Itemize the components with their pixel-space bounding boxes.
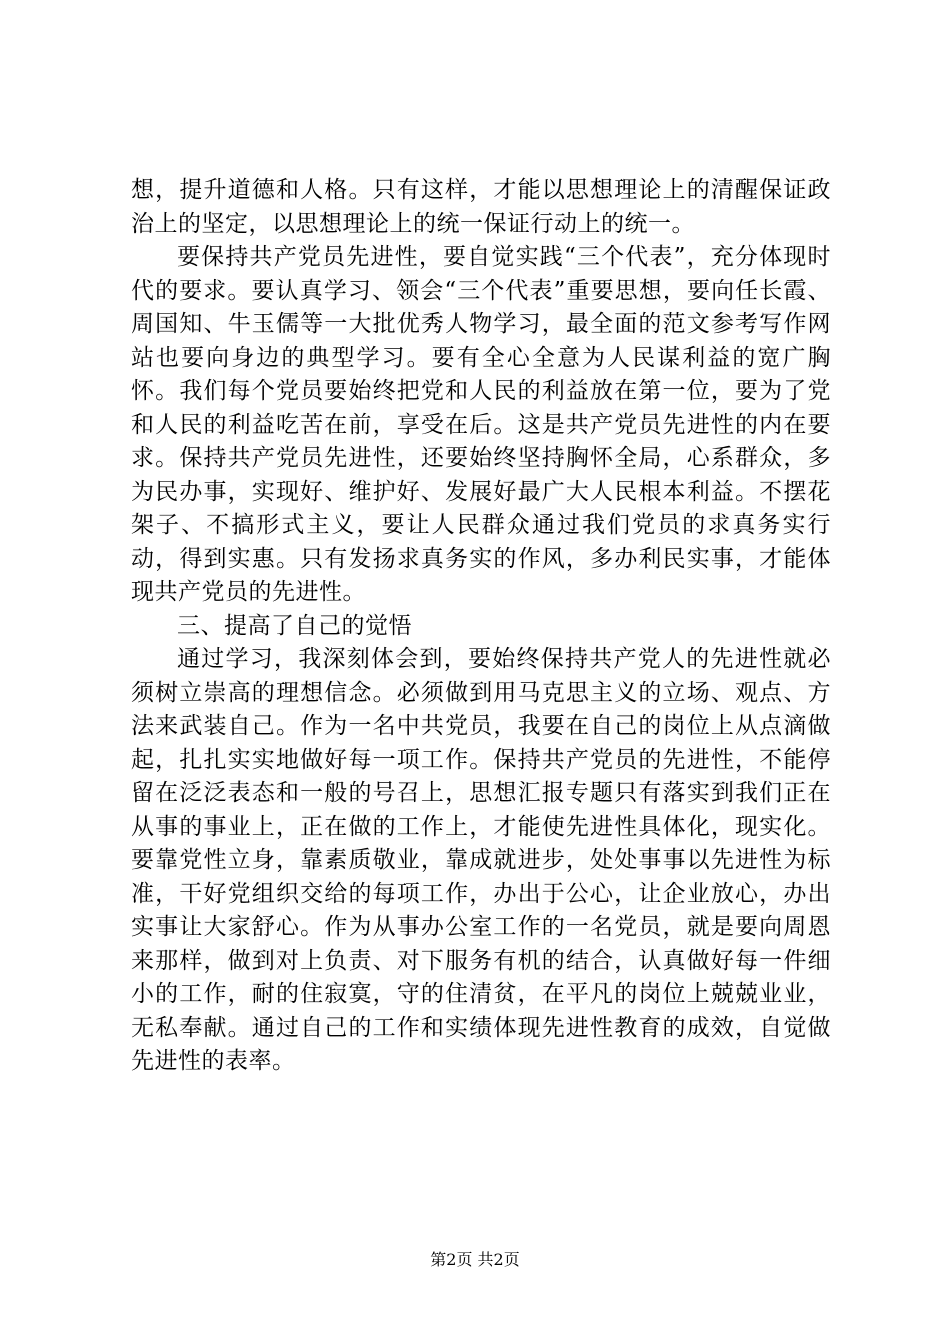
page-number-footer: 第2页 共2页: [430, 1250, 520, 1269]
paragraph-continuation: 想，提升道德和人格。只有这样，才能以思想理论上的清醒保证政治上的坚定，以思想理论上的统一保证行动上的统一。: [131, 177, 831, 237]
document-body: [131, 174, 831, 1079]
paragraph-three-represents: 要保持共产党员先进性，要自觉实践“三个代表”，充分体现时代的要求。要认真学习、领会“三个代表”重要思想，要向任长霞、周国知、牛玉儒等一大批优秀人物学习，最全面的范文参考写作网站也要向身边的典型学习。要有全心全意为人民谋利益的宽广胸怀。我们每个党员要始终把党和人民的利益放在第一位，要为了党和人民的利益吃苦在前，享受在后。这是共产党员先进性的内在要求。保持共产党员先进性，还要始终坚持胸怀全局，心系群众，多为民办事，实现好、维护好、发展好最广大人民根本利益。不摆花架子、不搞形式主义，要让人民群众通过我们党员的求真务实行动，得到实惠。只有发扬求真务实的作风，多办利民实事，才能体现共产党员的先进性。: [131, 244, 831, 605]
section-heading-3: 三、提高了自己的觉悟: [177, 612, 412, 639]
paragraph-awareness: 通过学习，我深刻体会到，要始终保持共产党人的先进性就必须树立崇高的理想信念。必须做到用马克思主义的立场、观点、方法来武装自己。作为一名中共党员，我要在自己的岗位上从点滴做起，扎扎实实地做好每一项工作。保持共产党员的先进性，不能停留在泛泛表态和一般的号召上，思想汇报专题只有落实到我们正在从事的事业上，正在做的工作上，才能使先进性具体化，现实化。要靠党性立身，靠素质敬业，靠成就进步，处处事事以先进性为标准，干好党组织交给的每项工作，办出于公心，让企业放心，办出实事让大家舒心。作为从事办公室工作的一名党员，就是要向周恩来那样，做到对上负责、对下服务有机的结合，认真做好每一件细小的工作，耐的住寂寞，守的住清贫，在平凡的岗位上兢兢业业，无私奉献。通过自己的工作和实绩体现先进性教育的成效，自觉做先进性的表率。: [131, 646, 831, 1074]
